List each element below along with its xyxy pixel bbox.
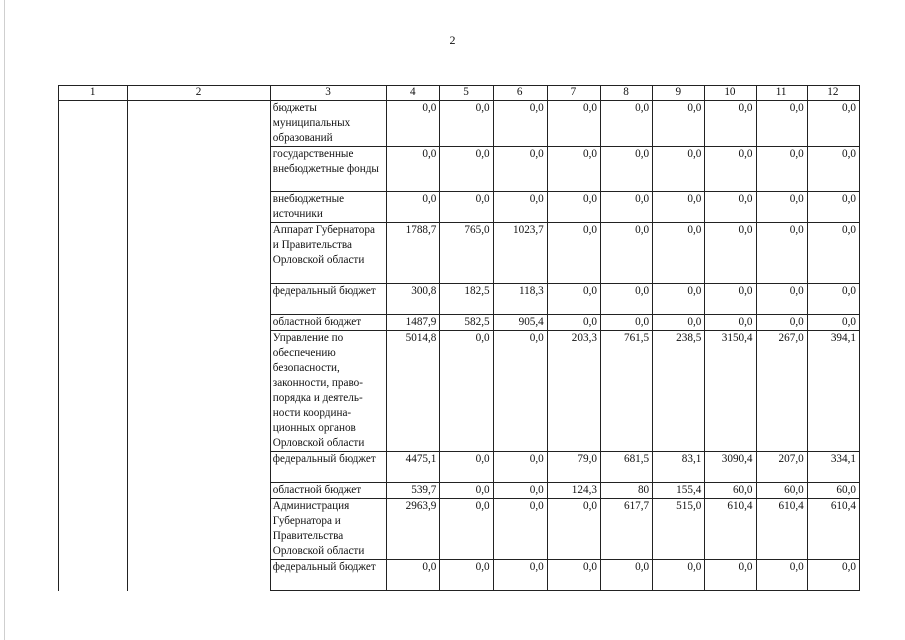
cell-value: 0,0 [705,284,756,315]
cell-value: 0,0 [493,499,547,560]
cell-value: 0,0 [440,147,493,192]
cell-value: 0,0 [653,147,705,192]
cell-value: 0,0 [807,315,859,331]
cell-value: 5014,8 [387,331,440,452]
cell-value: 0,0 [547,284,600,315]
column-header: 2 [128,86,271,101]
cell-value: 203,3 [547,331,600,452]
cell-value: 0,0 [493,101,547,147]
column-header: 9 [653,86,705,101]
cell-value: 0,0 [653,223,705,284]
cell-value: 610,4 [807,499,859,560]
scan-edge-line [4,0,5,640]
cell-value: 0,0 [440,331,493,452]
row-name: областной бюджет [270,315,386,331]
cell-value: 0,0 [807,192,859,223]
cell-value: 0,0 [600,147,652,192]
row-name: федеральный бюджет [270,284,386,315]
cell-value: 0,0 [807,223,859,284]
cell-value: 0,0 [756,223,807,284]
cell-value: 0,0 [600,284,652,315]
cell-value: 0,0 [547,101,600,147]
cell-value: 0,0 [807,147,859,192]
row-name: Администрация Губернатора и Правительства Орловской области [270,499,386,560]
cell-value: 3090,4 [705,452,756,483]
cell-value: 182,5 [440,284,493,315]
cell-value: 0,0 [705,315,756,331]
cell-value: 124,3 [547,483,600,499]
cell-value: 1487,9 [387,315,440,331]
column-header: 5 [440,86,493,101]
header-row [59,86,860,101]
cell-value: 0,0 [493,483,547,499]
cell-value: 238,5 [653,331,705,452]
cell-value: 0,0 [600,223,652,284]
cell-value: 2963,9 [387,499,440,560]
cell-value: 0,0 [653,560,705,591]
cell-value: 617,7 [600,499,652,560]
column-header: 7 [547,86,600,101]
cell-value: 394,1 [807,331,859,452]
cell-value: 267,0 [756,331,807,452]
cell-value: 0,0 [493,331,547,452]
cell-value: 0,0 [440,192,493,223]
cell-value: 0,0 [756,315,807,331]
cell-value: 539,7 [387,483,440,499]
column-header: 1 [59,86,128,101]
cell-value: 0,0 [387,192,440,223]
cell-value: 0,0 [440,452,493,483]
cell-value: 905,4 [493,315,547,331]
cell-value: 0,0 [493,147,547,192]
cell-value: 0,0 [653,192,705,223]
row-name: федеральный бюджет [270,560,386,591]
cell-value: 0,0 [600,101,652,147]
cell-value: 0,0 [653,101,705,147]
cell-value: 0,0 [493,560,547,591]
column-header: 8 [600,86,652,101]
column-header: 4 [387,86,440,101]
cell-value: 80 [600,483,652,499]
cell-value: 60,0 [756,483,807,499]
row-name: Управление по обеспечению безопасности, законности, право-порядка и деятель-ности координа-ционных органов Орловской области [270,331,386,452]
row-name: государственные внебюджетные фонды [270,147,386,192]
cell-value: 0,0 [705,192,756,223]
row-name: внебюджетные источники [270,192,386,223]
cell-value: 334,1 [807,452,859,483]
blank-cell [59,101,128,591]
column-header: 3 [270,86,386,101]
cell-value: 0,0 [756,147,807,192]
column-header: 11 [756,86,807,101]
cell-value: 0,0 [705,147,756,192]
row-name: федеральный бюджет [270,452,386,483]
cell-value: 60,0 [807,483,859,499]
cell-value: 0,0 [705,101,756,147]
table-row [59,101,860,147]
cell-value: 610,4 [705,499,756,560]
cell-value: 0,0 [653,284,705,315]
budget-table [58,85,860,591]
cell-value: 79,0 [547,452,600,483]
cell-value: 515,0 [653,499,705,560]
row-name: бюджеты муниципальных образований [270,101,386,147]
column-header: 6 [493,86,547,101]
cell-value: 0,0 [440,483,493,499]
cell-value: 0,0 [387,560,440,591]
cell-value: 83,1 [653,452,705,483]
cell-value: 610,4 [756,499,807,560]
cell-value: 0,0 [653,315,705,331]
cell-value: 0,0 [756,284,807,315]
cell-value: 60,0 [705,483,756,499]
cell-value: 0,0 [705,223,756,284]
cell-value: 0,0 [756,192,807,223]
cell-value: 0,0 [600,192,652,223]
cell-value: 118,3 [493,284,547,315]
cell-value: 0,0 [387,147,440,192]
column-header: 12 [807,86,859,101]
cell-value: 0,0 [440,499,493,560]
cell-value: 0,0 [547,192,600,223]
cell-value: 0,0 [493,452,547,483]
cell-value: 0,0 [547,315,600,331]
cell-value: 300,8 [387,284,440,315]
cell-value: 761,5 [600,331,652,452]
cell-value: 0,0 [440,101,493,147]
cell-value: 0,0 [756,560,807,591]
cell-value: 4475,1 [387,452,440,483]
page-number: 2 [449,33,456,47]
cell-value: 0,0 [387,101,440,147]
cell-value: 0,0 [807,284,859,315]
cell-value: 0,0 [547,499,600,560]
cell-value: 0,0 [705,560,756,591]
cell-value: 0,0 [600,315,652,331]
cell-value: 0,0 [493,192,547,223]
cell-value: 765,0 [440,223,493,284]
cell-value: 0,0 [440,560,493,591]
cell-value: 0,0 [547,147,600,192]
cell-value: 0,0 [547,560,600,591]
blank-cell [128,101,271,591]
row-name: областной бюджет [270,483,386,499]
row-name: Аппарат Губернатора и Правительства Орловской области [270,223,386,284]
cell-value: 0,0 [807,101,859,147]
cell-value: 1788,7 [387,223,440,284]
cell-value: 0,0 [807,560,859,591]
cell-value: 207,0 [756,452,807,483]
cell-value: 0,0 [600,560,652,591]
cell-value: 3150,4 [705,331,756,452]
cell-value: 155,4 [653,483,705,499]
column-header: 10 [705,86,756,101]
cell-value: 681,5 [600,452,652,483]
cell-value: 582,5 [440,315,493,331]
cell-value: 1023,7 [493,223,547,284]
cell-value: 0,0 [547,223,600,284]
cell-value: 0,0 [756,101,807,147]
